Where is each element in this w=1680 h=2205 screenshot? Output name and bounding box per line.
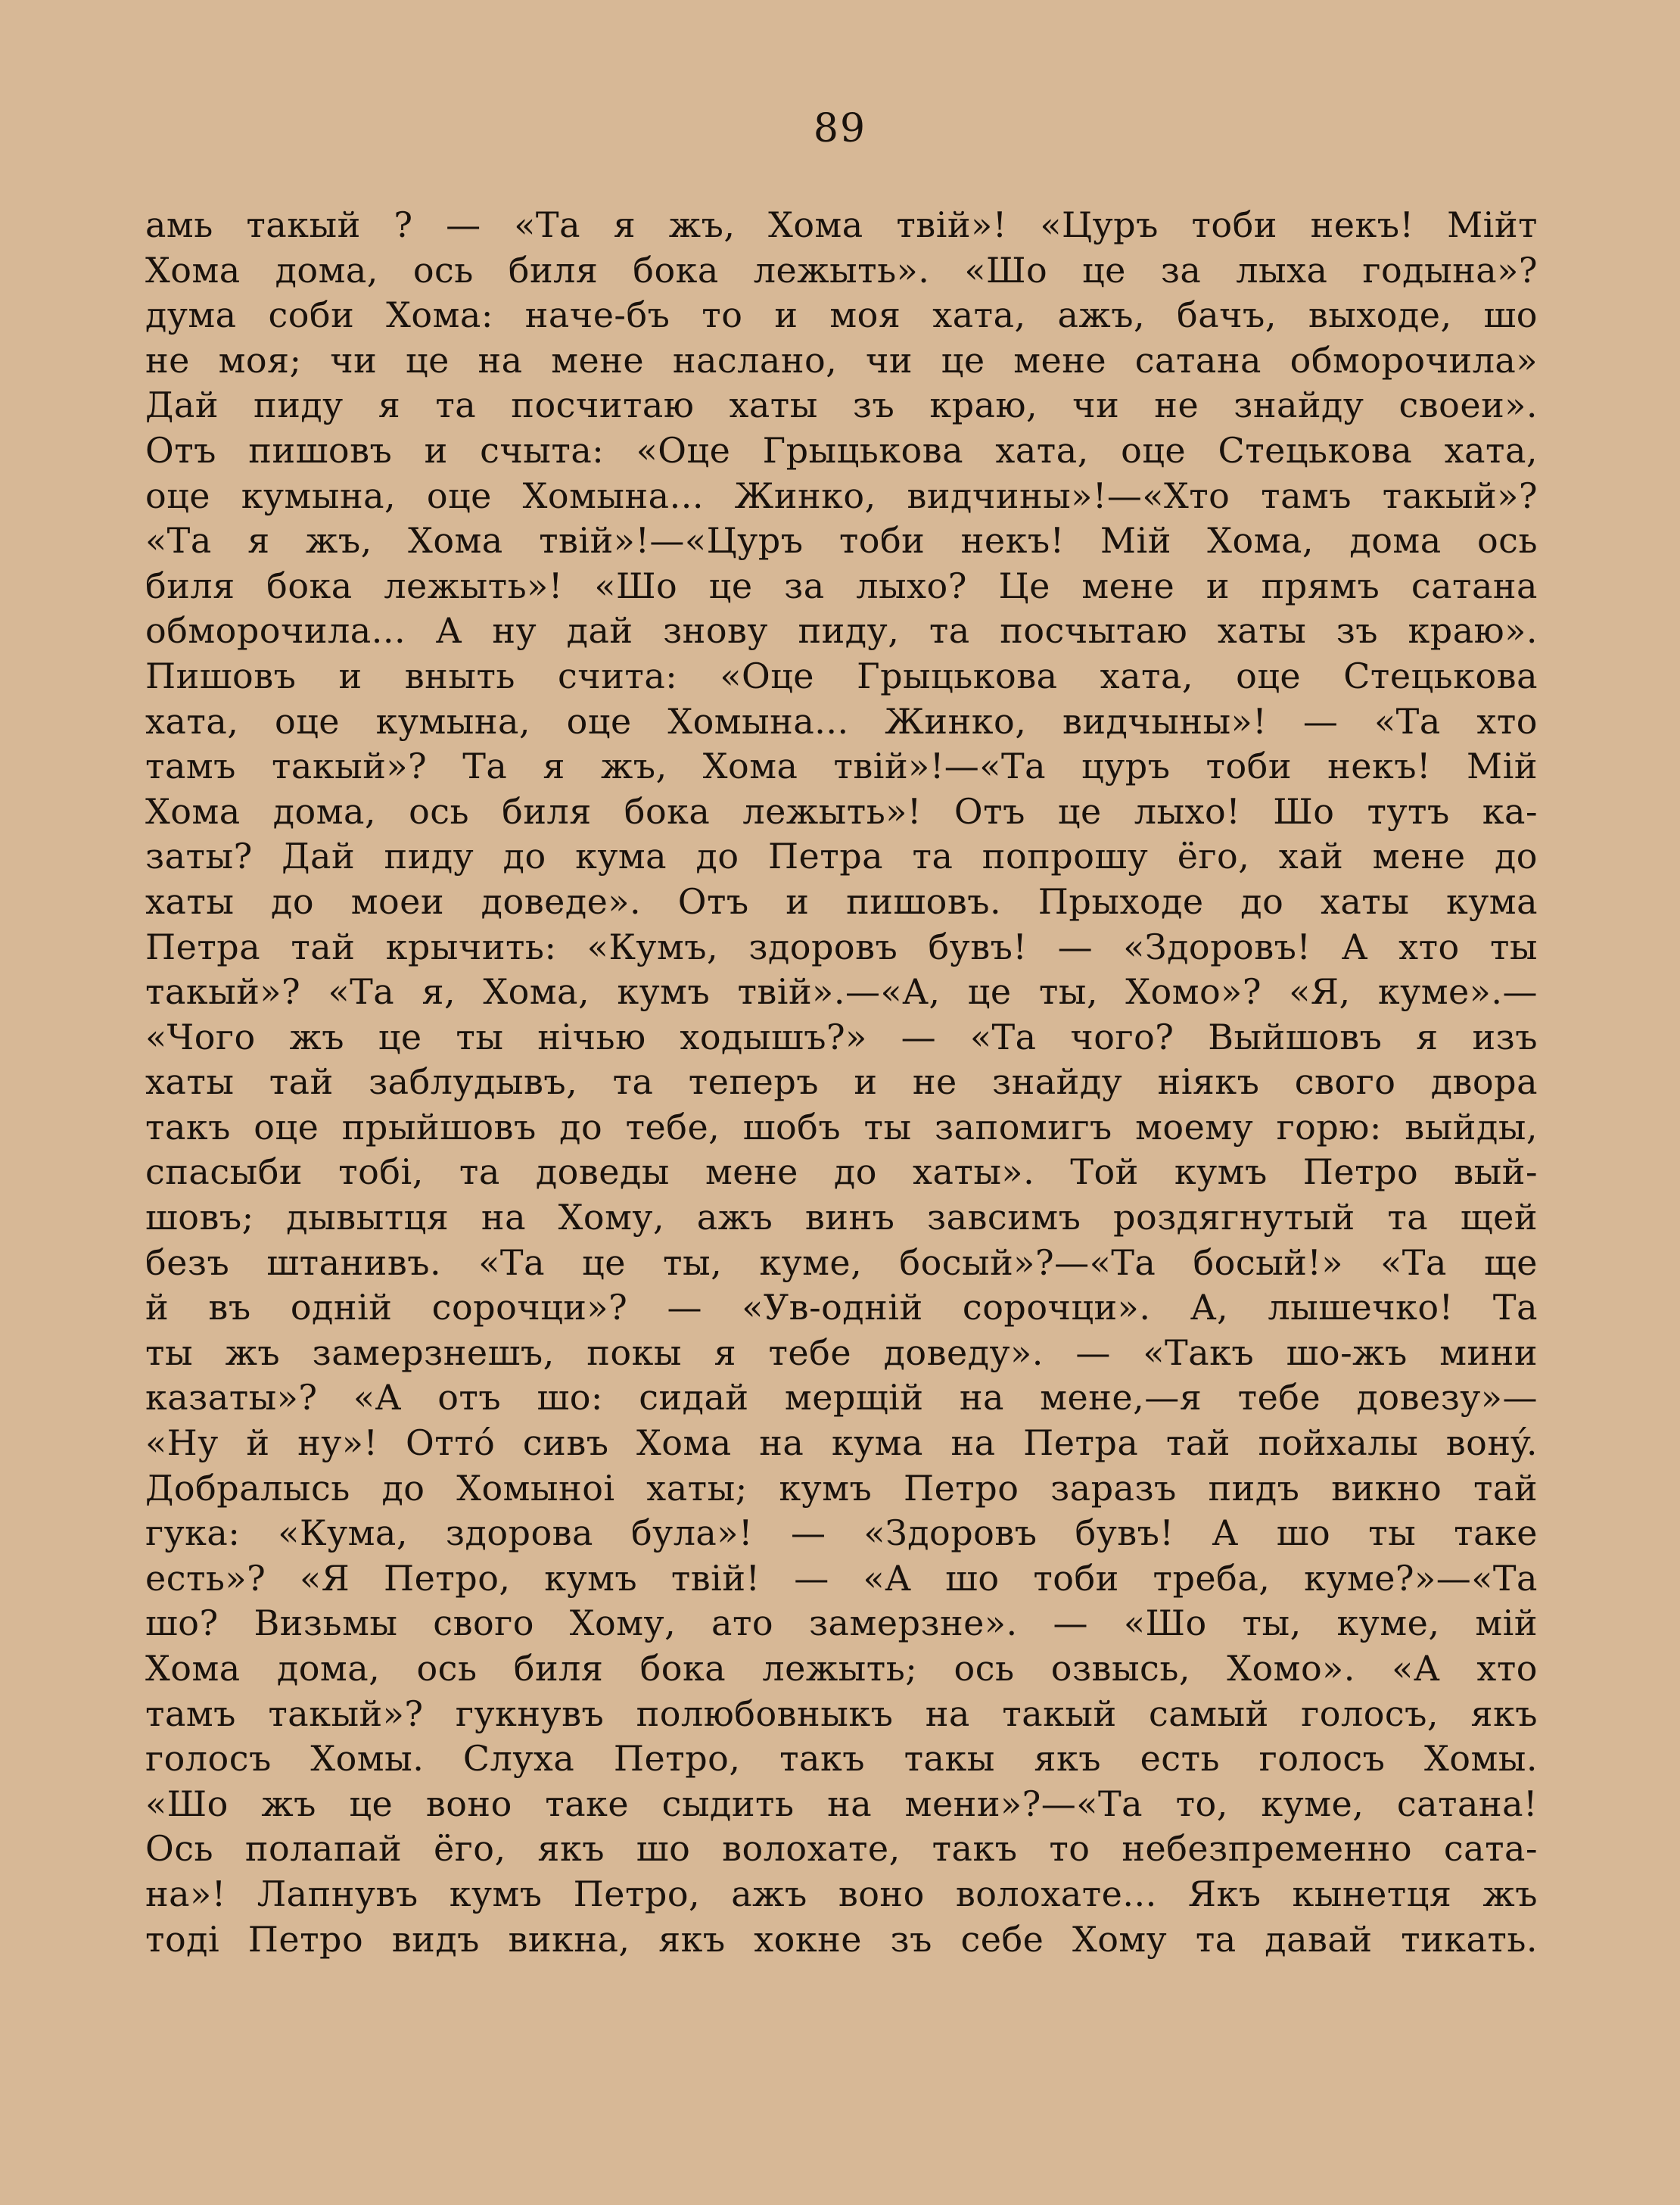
text-line: тамъ такый»? Та я жъ, Хома твій»!—«Та цуръ тоби некъ! Мій [145,746,1538,787]
text-line: обморочила... А ну дай знову пиду, та посчытаю хаты зъ краю». [145,610,1538,652]
text-line: «Та я жъ, Хома твій»!—«Цуръ тоби некъ! Мій Хома, дома ось [145,520,1538,562]
text-line: Хома дома, ось биля бока лежыть». «Шо це за лыха годына»? [145,249,1538,291]
text-line: есть»? «Я Петро, кумъ твій! — «А шо тоби треба, куме?»—«Та [145,1557,1538,1599]
text-line: Отъ пишовъ и счыта: «Оце Грыцькова хата, оце Стецькова хата, [145,429,1538,471]
text-line: такъ оце прыйшовъ до тебе, шобъ ты запомигъ моему горю: выйды, [145,1106,1538,1148]
text-line: Пишовъ и вныть счита: «Оце Грыцькова хата, оце Стецькова [145,655,1538,696]
text-line: Хома дома, ось биля бока лежыть; ось озвысь, Хомо». «А хто [145,1648,1538,1689]
text-line: хаты тай заблудывъ, та теперъ и не знайду ніякъ свого двора [145,1061,1538,1103]
text-line: казаты»? «А отъ шо: сидай мерщій на мене,—я тебе довезу»— [145,1377,1538,1419]
text-line: на»! Лапнувъ кумъ Петро, ажъ воно волохате... Якъ кынетця жъ [145,1873,1538,1914]
text-line: дума соби Хома: наче-бъ то и моя хата, ажъ, бачъ, выходе, шо [145,294,1538,336]
text-line: й въ одній сорочци»? — «Ув-одній сорочци». А, лышечко! Та [145,1287,1538,1328]
text-line: Дай пиду я та посчитаю хаты зъ краю, чи не знайду своеи». [145,385,1538,426]
page-number: 89 [813,106,867,151]
text-line: заты? Дай пиду до кума до Петра та попрошу ёго, хай мене до [145,836,1538,877]
text-line: ты жъ замерзнешъ, покы я тебе доведу». — «Такъ шо-жъ мини [145,1331,1538,1373]
text-line: Петра тай крычить: «Кумъ, здоровъ бувъ! — «Здоровъ! А хто ты [145,926,1538,967]
text-line: хата, оце кумына, оце Хомына... Жинко, видчыны»! — «Та хто [145,700,1538,742]
text-line: тоді Петро видъ викна, якъ хокне зъ себе Хому та давай тикать. [145,1918,1538,1960]
text-line: тамъ такый»? гукнувъ полюбовныкъ на такый самый голосъ, якъ [145,1693,1538,1734]
text-line: «Ну й ну»! Оттó сивъ Хома на кума на Петра тай пойхалы вонý. [145,1422,1538,1464]
text-line: «Шо жъ це воно таке сыдить на мени»?—«Та то, куме, сатана! [145,1783,1538,1824]
text-line: «Чого жъ це ты нічью ходышъ?» — «Та чого? Выйшовъ я изъ [145,1016,1538,1057]
text-line: шо? Визьмы свого Хому, ато замерзне». — «Шо ты, куме, мій [145,1602,1538,1644]
text-line: не моя; чи це на мене наслано, чи це мене сатана обморочила» [145,339,1538,381]
text-line: оце кумына, оце Хомына... Жинко, видчины»!—«Хто тамъ такый»? [145,475,1538,516]
text-line: такый»? «Та я, Хома, кумъ твій».—«А, це ты, Хомо»? «Я, куме».— [145,971,1538,1013]
text-line: Ось полапай ёго, якъ шо волохате, такъ то небезпременно сата- [145,1828,1538,1870]
text-line: Добралысь до Хомыноi хаты; кумъ Петро заразъ пидъ викно тай [145,1467,1538,1509]
text-line: голосъ Хомы. Слуха Петро, такъ такы якъ есть голосъ Хомы. [145,1738,1538,1780]
text-line: шовъ; дывытця на Хому, ажъ винъ завсимъ роздягнутый та щей [145,1197,1538,1238]
text-line: гука: «Кума, здорова була»! — «Здоровъ бувъ! А шо ты таке [145,1512,1538,1554]
body-text [145,203,1538,1962]
text-line: безъ штанивъ. «Та це ты, куме, босый»?—«Та босый!» «Та ще [145,1241,1538,1283]
text-line: биля бока лежыть»! «Шо це за лыхо? Це мене и прямъ сатана [145,565,1538,606]
text-line: хаты до моеи доведе». Отъ и пишовъ. Прыходе до хаты кума [145,880,1538,922]
text-line: спасыби тобі, та доведы мене до хаты». Той кумъ Петро вый- [145,1151,1538,1193]
text-line: амь такый ? — «Та я жъ, Хома твій»! «Цуръ тоби некъ! Мійт [145,204,1538,245]
text-line: Хома дома, ось биля бока лежыть»! Отъ це лыхо! Шо тутъ ка- [145,790,1538,832]
